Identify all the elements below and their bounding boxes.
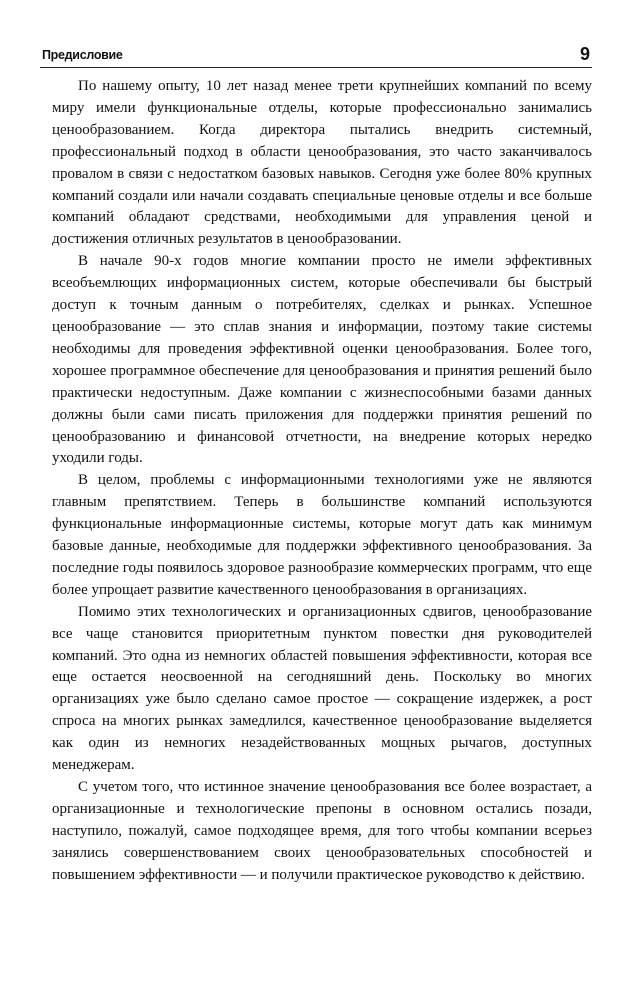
page-number: 9 — [579, 44, 590, 64]
header-rule — [40, 67, 592, 68]
running-head: Предисловие — [42, 48, 123, 62]
paragraph: Помимо этих технологических и организационных сдвигов, ценообразование все чаще становится приоритетным пунктом повестки дня руководителей компаний. Это одна из немногих областей повышения эффективности, которая все еще остается неосвоенной на сегодняшний день. Поскольку во многих организациях уже было сделано самое простое — сокращение издержек, а рост спроса на многих рынках замедлился, качественное ценообразование выделяется как один из немногих незадействованных мощных рычагов, доступных менеджерам. — [52, 603, 592, 774]
paragraph: В целом, проблемы с информационными технологиями уже не являются главным препятствием. Теперь в большинстве компаний используются функциональные информационные системы, которые могут дать как минимум базовые данные, необходимые для поддержки эффективного ценообразования. За последние годы появилось здоровое разнообразие коммерческих программ, что еще более упрощает развитие качественного ценообразования в организациях. — [52, 472, 592, 598]
paragraph: По нашему опыту, 10 лет назад менее трети крупнейших компаний по всему миру имели функциональные отделы, которые профессионально занимались ценообразованием. Когда директора пытались внедрить системный, профессиональный подход в области ценообразования, это часто заканчивалось провалом в связи с недостатком базовых навыков. Сегодня уже более 80% крупных компаний создали или начали создавать специальные ценовые отделы и все больше компаний обладают средствами, необходимыми для управления ценой и достижения отличных результатов в ценообразовании. — [52, 78, 592, 248]
paragraph: С учетом того, что истинное значение ценообразования все более возрастает, а организационные и технологические препоны в основном остались позади, наступило, пожалуй, самое подходящее время, для того чтобы компании всерьез занялись совершенствованием своих ценообразовательных способностей и повышением эффективности — и получили практическое руководство к действию. — [52, 779, 592, 883]
body-text — [52, 76, 592, 887]
page-header — [40, 44, 592, 68]
paragraph: В начале 90-х годов многие компании просто не имели эффективных всеобъемлющих информационных систем, которые обеспечивали бы быстрый доступ к точным данным о потребителях, сделках и рынках. Успешное ценообразование — это сплав знания и информации, поэтому такие системы необходимы для проведения эффективной оценки ценообразования. Более того, хорошее программное обеспечение для ценообразования и принятия решений было практически недоступным. Даже компании с жизнеспособными базами данных должны были сами писать приложения для поддержки принятия решений по ценообразованию и финансовой отчетности, на внедрение которых нередко уходили годы. — [52, 253, 592, 467]
